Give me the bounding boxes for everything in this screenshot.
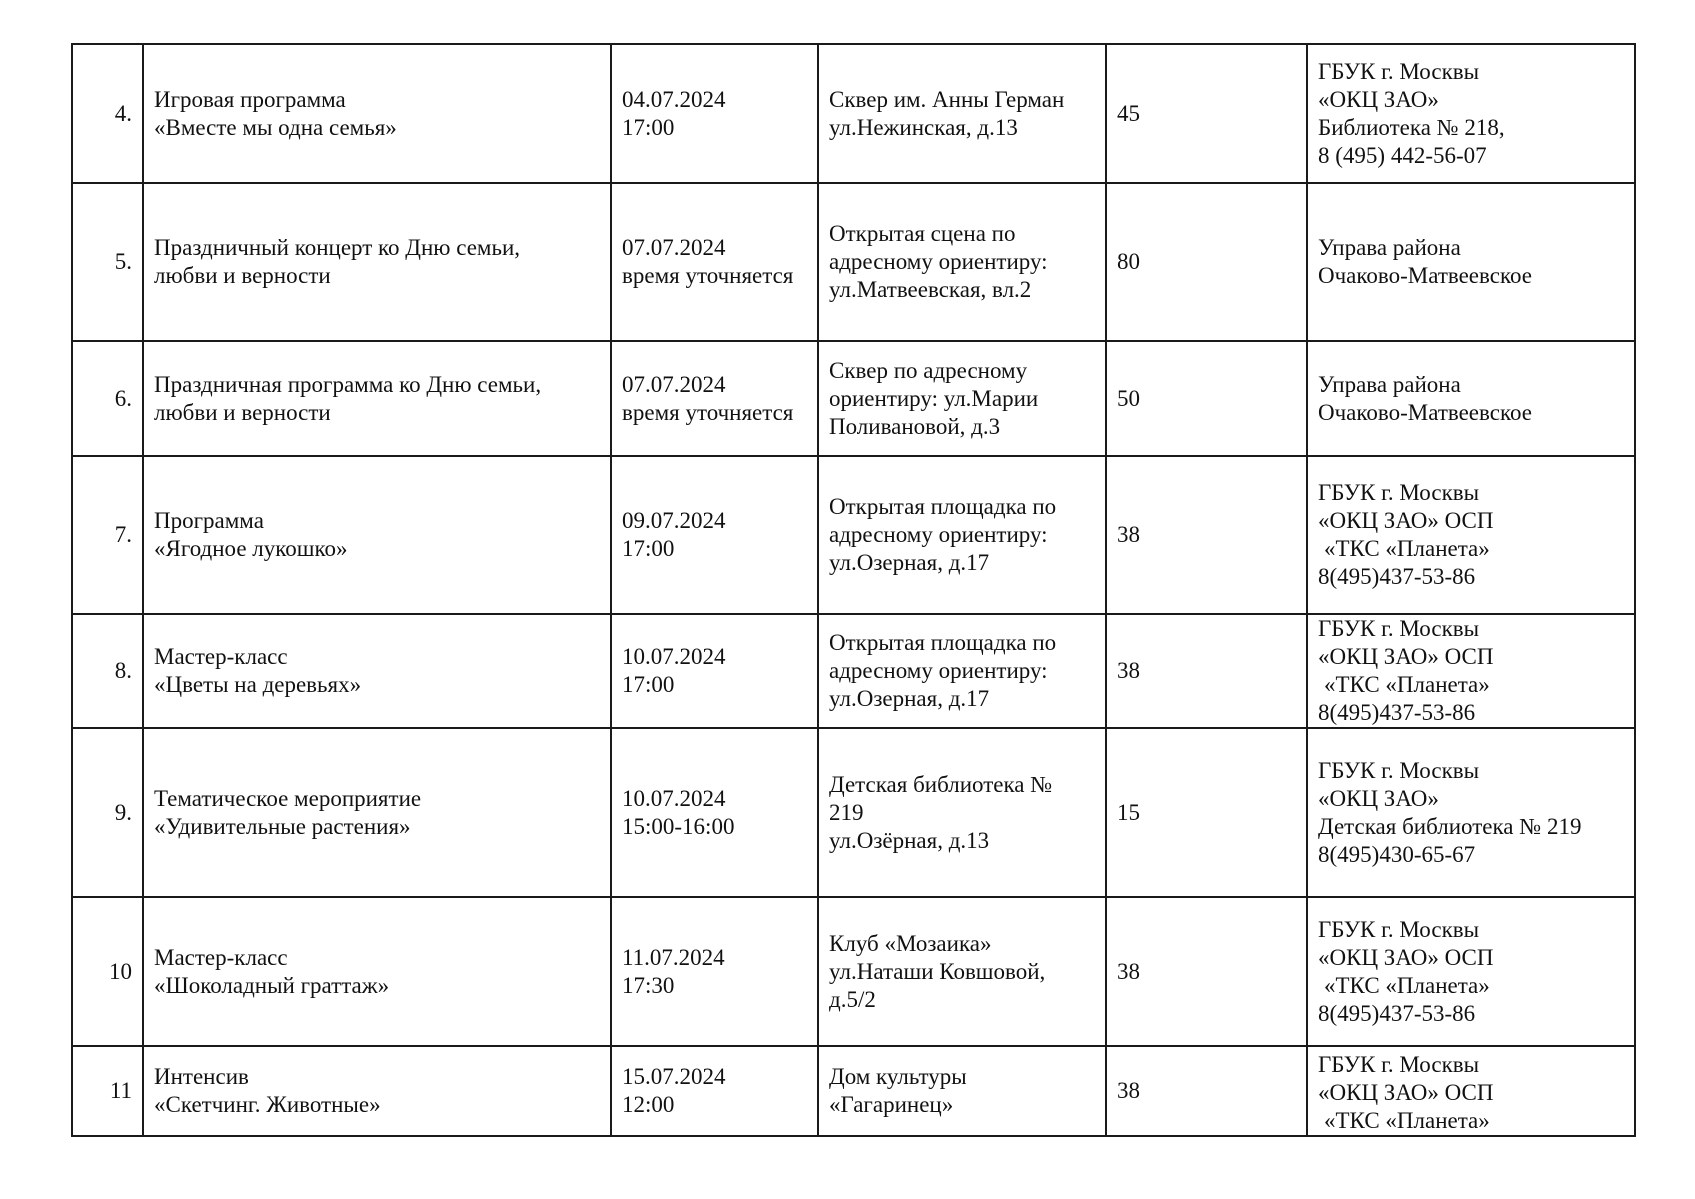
organizer-line: Детская библиотека № 219: [1318, 813, 1582, 839]
event-date: 15.07.2024: [622, 1064, 726, 1089]
organizer-phone: 8(495)437-53-86: [1318, 700, 1476, 725]
event-time: время уточняется: [622, 399, 794, 425]
organizer-line: Очаково-Матвеевское: [1318, 399, 1532, 425]
place-cell: [818, 1046, 1106, 1136]
organizer-line: Библиотека № 218,: [1318, 114, 1505, 140]
participants-count: 15: [1106, 728, 1307, 897]
event-date: 11.07.2024: [622, 944, 725, 970]
event-name-line: Интенсив: [154, 1064, 249, 1089]
table-row: [72, 183, 1635, 341]
event-name-cell: [143, 897, 611, 1046]
organizer-line: «ОКЦ ЗАО» ОСП: [1318, 1080, 1494, 1105]
event-name-cell: [143, 614, 611, 728]
place-line: ул.Матвеевская, вл.2: [829, 277, 1032, 302]
event-name-line: Мастер-класс: [154, 944, 288, 970]
event-name-line: «Ягодное лукошко»: [154, 536, 348, 561]
organizer-cell: [1307, 44, 1635, 183]
organizer-line: Управа района: [1318, 235, 1461, 260]
organizer-cell: [1307, 897, 1635, 1046]
event-name-line: Мастер-класс: [154, 644, 288, 669]
row-number: 7.: [72, 456, 143, 614]
organizer-line: ГБУК г. Москвы: [1318, 757, 1480, 783]
event-name-cell: [143, 183, 611, 341]
event-name-line: Праздничная программа ко Дню семьи,: [154, 371, 542, 397]
organizer-line: «ОКЦ ЗАО» ОСП: [1318, 644, 1494, 669]
place-line: адресному ориентиру:: [829, 658, 1048, 683]
organizer-cell: [1307, 614, 1635, 728]
row-number: 4.: [72, 44, 143, 183]
organizer-phone: 8(495)437-53-86: [1318, 1000, 1476, 1026]
participants-count: 80: [1106, 183, 1307, 341]
place-line: адресному ориентиру:: [829, 249, 1048, 274]
participants-count: 45: [1106, 44, 1307, 183]
event-name-line: «Шоколадный граттаж»: [154, 972, 390, 998]
participants-count: 38: [1106, 456, 1307, 614]
organizer-phone: 8(495)430-65-67: [1318, 841, 1476, 867]
event-name-cell: [143, 728, 611, 897]
organizer-line: «ТКС «Планета»: [1324, 1108, 1490, 1133]
event-name-cell: [143, 456, 611, 614]
place-line: Сквер по адресному: [829, 357, 1028, 383]
event-time: 17:00: [622, 114, 675, 140]
event-date: 10.07.2024: [622, 785, 726, 811]
event-time: время уточняется: [622, 263, 794, 288]
event-name-line: «Удивительные растения»: [154, 813, 411, 839]
organizer-line: ГБУК г. Москвы: [1318, 1052, 1480, 1077]
place-line: Детская библиотека №: [829, 771, 1053, 797]
event-time: 17:00: [622, 536, 675, 561]
event-name-line: «Скетчинг. Животные»: [154, 1092, 381, 1117]
table-row: [72, 614, 1635, 728]
place-line: ул.Озерная, д.17: [829, 686, 990, 711]
place-cell: [818, 183, 1106, 341]
event-date: 07.07.2024: [622, 371, 726, 397]
place-line: д.5/2: [829, 986, 876, 1012]
place-line: Открытая сцена по: [829, 221, 1016, 246]
organizer-line: ГБУК г. Москвы: [1318, 616, 1480, 641]
datetime-cell: [611, 44, 818, 183]
organizer-line: «ТКС «Планета»: [1324, 672, 1490, 697]
datetime-cell: [611, 341, 818, 456]
organizer-line: «ОКЦ ЗАО»: [1318, 86, 1439, 112]
table-row: [72, 456, 1635, 614]
event-name-line: Игровая программа: [154, 86, 346, 112]
event-name-line: Программа: [154, 508, 264, 533]
table-row: [72, 44, 1635, 183]
organizer-line: «ТКС «Планета»: [1324, 536, 1490, 561]
event-name-cell: [143, 341, 611, 456]
place-line: Сквер им. Анны Герман: [829, 86, 1065, 112]
organizer-cell: [1307, 1046, 1635, 1136]
row-number: 8.: [72, 614, 143, 728]
event-time: 17:00: [622, 672, 675, 697]
datetime-cell: [611, 728, 818, 897]
organizer-line: Очаково-Матвеевское: [1318, 263, 1532, 288]
row-number: 6.: [72, 341, 143, 456]
datetime-cell: [611, 183, 818, 341]
row-number: 9.: [72, 728, 143, 897]
place-cell: [818, 614, 1106, 728]
place-line: «Гагаринец»: [829, 1092, 954, 1117]
organizer-line: Управа района: [1318, 371, 1461, 397]
datetime-cell: [611, 614, 818, 728]
place-line: Открытая площадка по: [829, 494, 1057, 519]
place-cell: [818, 456, 1106, 614]
row-number: 5.: [72, 183, 143, 341]
event-name-line: Праздничный концерт ко Дню семьи,: [154, 235, 521, 260]
event-date: 09.07.2024: [622, 508, 726, 533]
place-line: ориентиру: ул.Марии: [829, 385, 1039, 411]
organizer-line: «ТКС «Планета»: [1324, 972, 1490, 998]
place-cell: [818, 897, 1106, 1046]
event-name-line: «Вместе мы одна семья»: [154, 114, 397, 140]
place-line: ул.Озёрная, д.13: [829, 827, 990, 853]
organizer-phone: 8 (495) 442-56-07: [1318, 142, 1487, 168]
event-name-cell: [143, 1046, 611, 1136]
table-row: [72, 1046, 1635, 1136]
place-cell: [818, 728, 1106, 897]
place-cell: [818, 44, 1106, 183]
events-table-body: [72, 44, 1635, 1136]
event-name-cell: [143, 44, 611, 183]
organizer-phone: 8(495)437-53-86: [1318, 564, 1476, 589]
event-date: 07.07.2024: [622, 235, 726, 260]
organizer-line: «ОКЦ ЗАО»: [1318, 785, 1439, 811]
place-line: Дом культуры: [829, 1064, 967, 1089]
place-line: Клуб «Мозаика»: [829, 930, 992, 956]
event-time: 12:00: [622, 1092, 675, 1117]
event-name-line: «Цветы на деревьях»: [154, 672, 362, 697]
participants-count: 38: [1106, 897, 1307, 1046]
event-date: 04.07.2024: [622, 86, 726, 112]
table-row: [72, 728, 1635, 897]
datetime-cell: [611, 897, 818, 1046]
place-line: Поливановой, д.3: [829, 413, 1001, 439]
organizer-cell: [1307, 728, 1635, 897]
event-name-line: любви и верности: [154, 399, 331, 425]
place-line: адресному ориентиру:: [829, 522, 1048, 547]
event-name-line: Тематическое мероприятие: [154, 785, 422, 811]
organizer-line: «ОКЦ ЗАО» ОСП: [1318, 508, 1494, 533]
place-cell: [818, 341, 1106, 456]
datetime-cell: [611, 456, 818, 614]
table-row: [72, 897, 1635, 1046]
table-row: [72, 341, 1635, 456]
participants-count: 50: [1106, 341, 1307, 456]
organizer-line: ГБУК г. Москвы: [1318, 58, 1480, 84]
event-time: 15:00-16:00: [622, 813, 735, 839]
place-line: ул.Наташи Ковшовой,: [829, 958, 1046, 984]
event-time: 17:30: [622, 972, 675, 998]
organizer-line: ГБУК г. Москвы: [1318, 916, 1480, 942]
event-date: 10.07.2024: [622, 644, 726, 669]
organizer-cell: [1307, 456, 1635, 614]
place-line: ул.Озерная, д.17: [829, 550, 990, 575]
organizer-line: «ОКЦ ЗАО» ОСП: [1318, 944, 1494, 970]
event-name-line: любви и верности: [154, 263, 331, 288]
place-line: ул.Нежинская, д.13: [829, 114, 1018, 140]
datetime-cell: [611, 1046, 818, 1136]
organizer-cell: [1307, 183, 1635, 341]
participants-count: 38: [1106, 1046, 1307, 1136]
place-line: 219: [829, 799, 864, 825]
participants-count: 38: [1106, 614, 1307, 728]
place-line: Открытая площадка по: [829, 630, 1057, 655]
organizer-line: ГБУК г. Москвы: [1318, 480, 1480, 505]
events-table: [71, 43, 1636, 1137]
row-number: 10: [72, 897, 143, 1046]
row-number: 11: [72, 1046, 143, 1136]
organizer-cell: [1307, 341, 1635, 456]
